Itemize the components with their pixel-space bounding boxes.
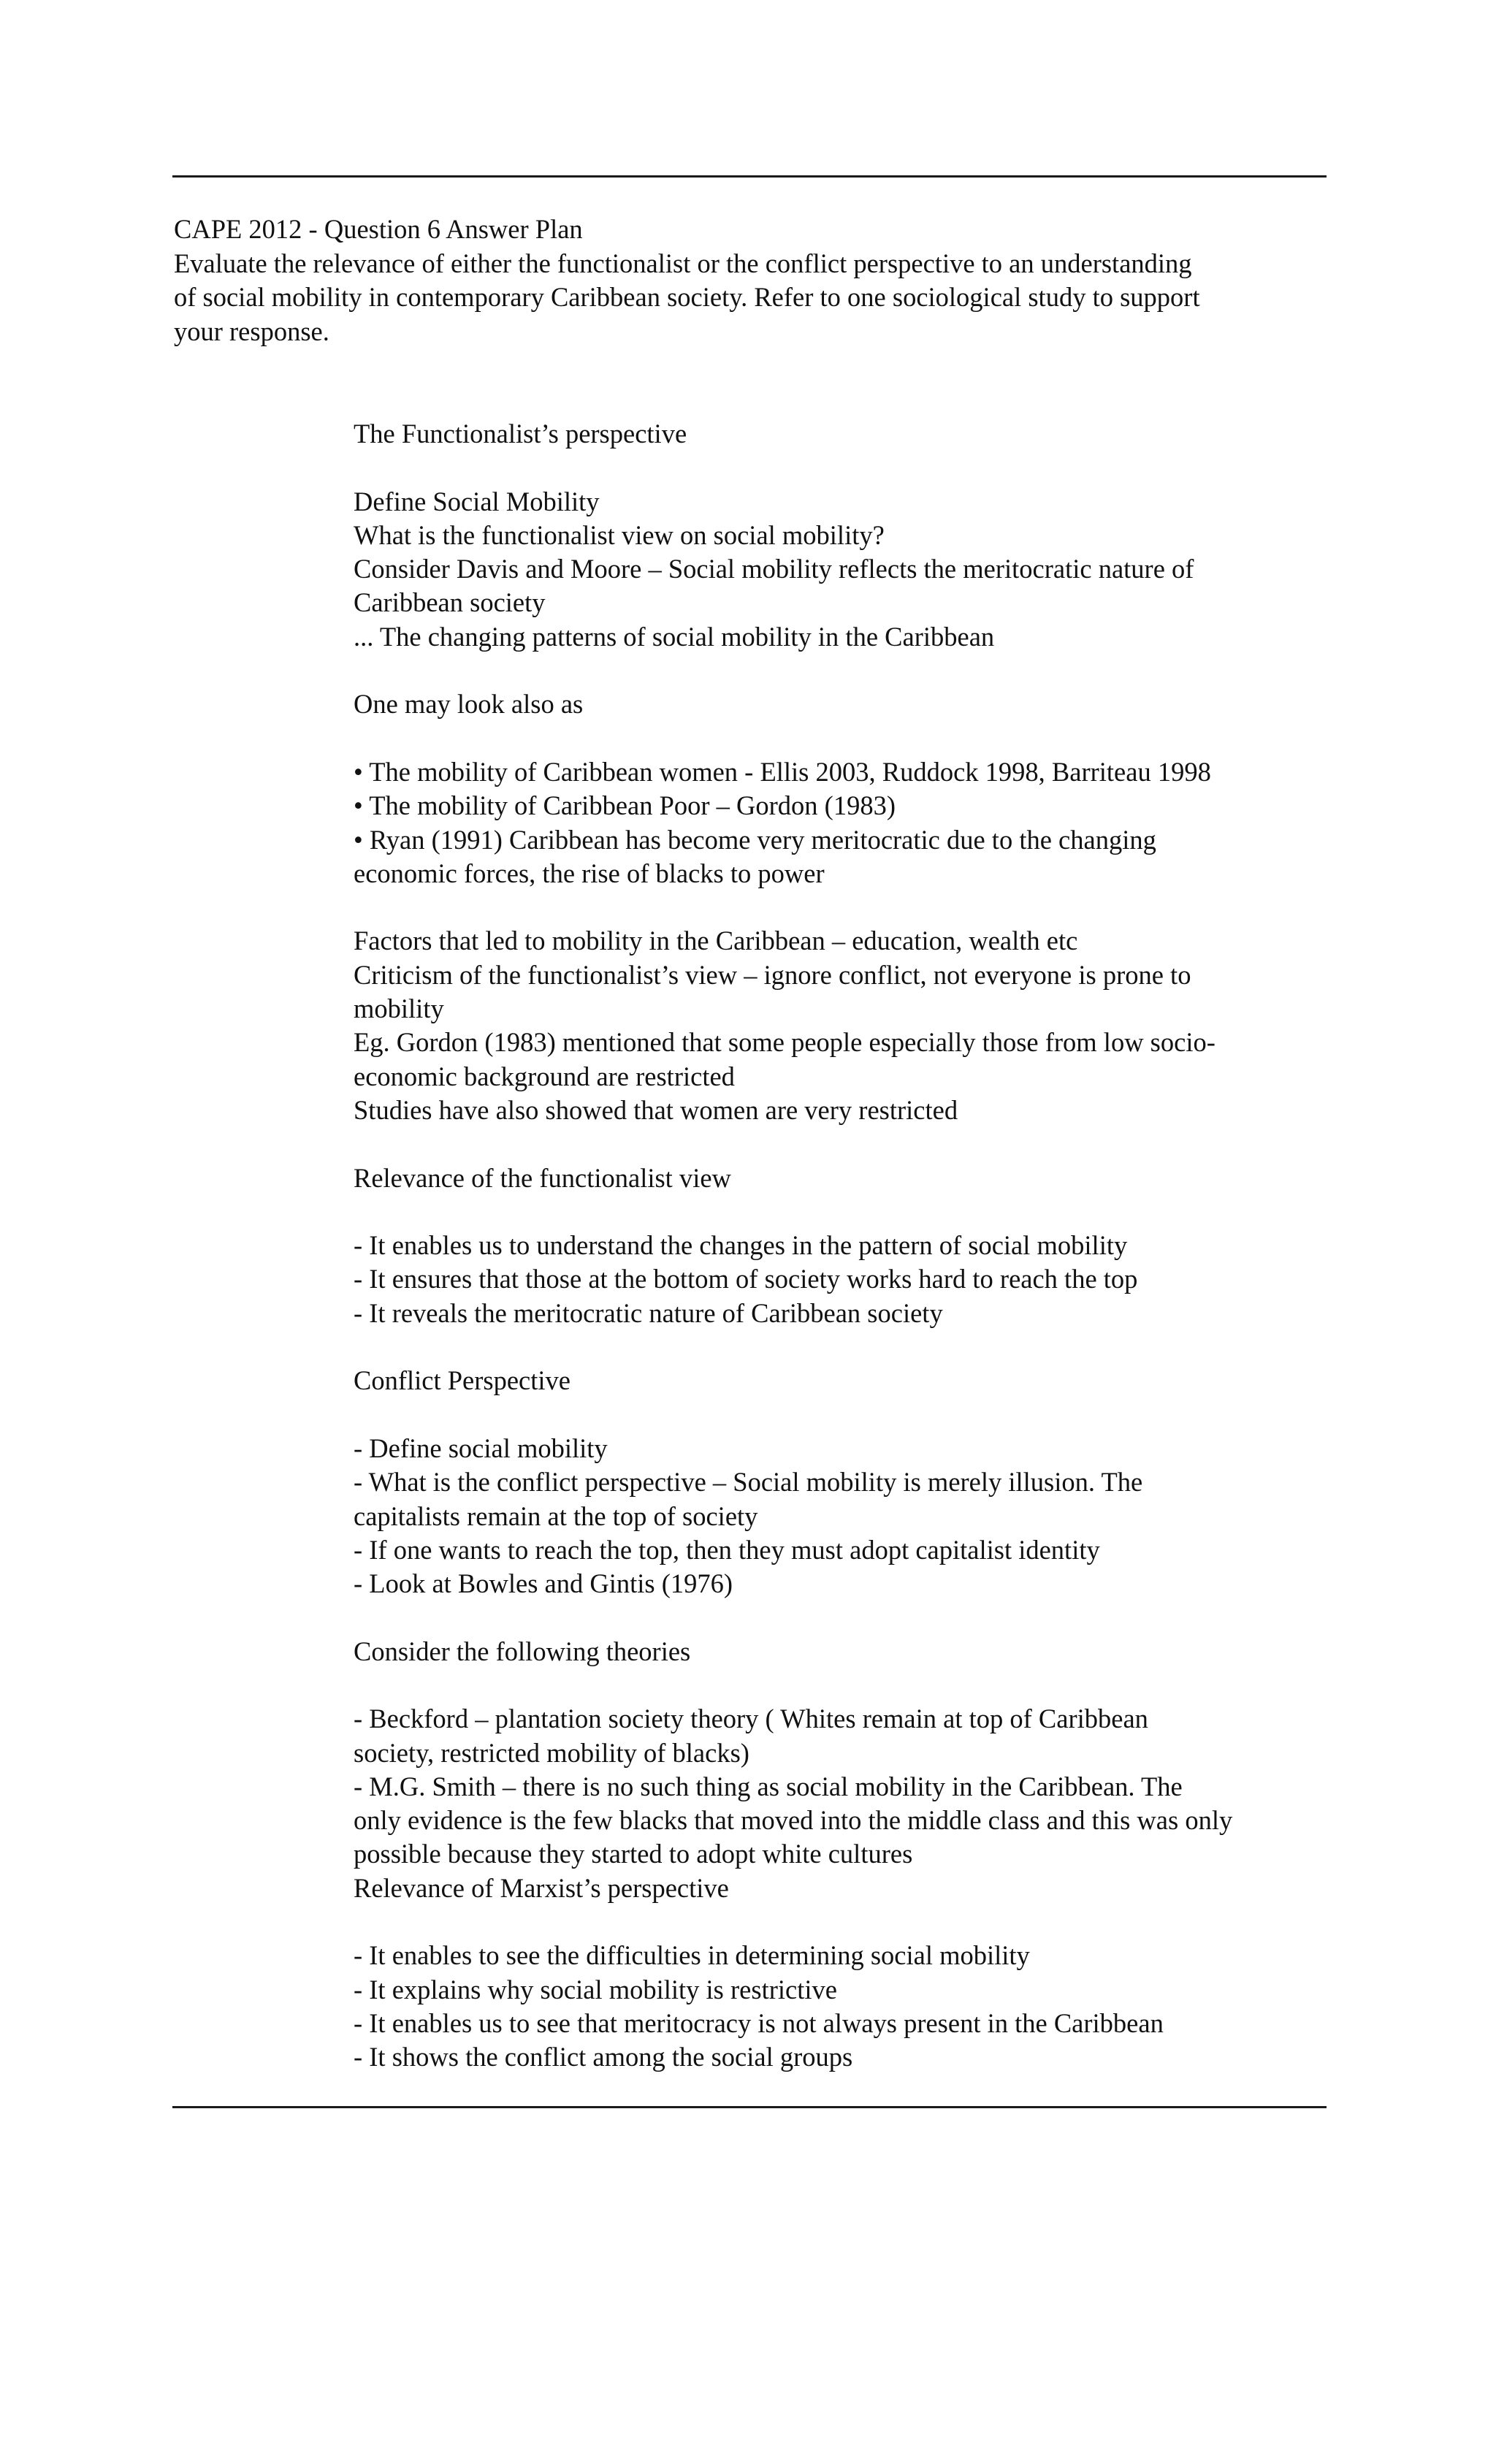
answer-plan-body xyxy=(354,417,1332,2075)
dash-item: - M.G. Smith – there is no such thing as social mobility in the Caribbean. The xyxy=(354,1771,1183,1801)
body-line: society, restricted mobility of blacks) xyxy=(354,1737,749,1768)
body-line: What is the functionalist view on social mobility? xyxy=(354,519,885,550)
dash-item: - Look at Bowles and Gintis (1976) xyxy=(354,1568,733,1599)
body-line: ... The changing patterns of social mobility in the Caribbean xyxy=(354,621,995,652)
body-line: Define Social Mobility xyxy=(354,486,600,516)
bullet-item: • The mobility of Caribbean women - Ellis 2003, Ruddock 1998, Barriteau 1998 xyxy=(354,756,1211,787)
bullet-item: • Ryan (1991) Caribbean has become very meritocratic due to the changing xyxy=(354,824,1156,855)
section-heading-relevance-marxist: Relevance of Marxist’s perspective xyxy=(354,1872,729,1903)
body-line: economic forces, the rise of blacks to power xyxy=(354,858,825,888)
question-header xyxy=(174,213,1328,348)
section-heading-conflict: Conflict Perspective xyxy=(354,1365,570,1396)
question-text-line: of social mobility in contemporary Caribbean society. Refer to one sociological study to support xyxy=(174,282,1200,312)
body-line: One may look also as xyxy=(354,689,584,720)
document-title: CAPE 2012 - Question 6 Answer Plan xyxy=(174,214,583,244)
section-heading-relevance-functionalist: Relevance of the functionalist view xyxy=(354,1162,731,1193)
dash-item: - It enables to see the difficulties in determining social mobility xyxy=(354,1940,1030,1971)
body-line: possible because they started to adopt white cultures xyxy=(354,1839,913,1869)
dash-item: - It ensures that those at the bottom of society works hard to reach the top xyxy=(354,1264,1138,1294)
dash-item: - Define social mobility xyxy=(354,1433,608,1463)
dash-item: - It enables us to understand the changes in the pattern of social mobility xyxy=(354,1230,1128,1261)
body-line: Criticism of the functionalist’s view – ignore conflict, not everyone is prone to xyxy=(354,959,1191,990)
question-text-line: Evaluate the relevance of either the functionalist or the conflict perspective to an understanding xyxy=(174,248,1192,278)
body-line: Factors that led to mobility in the Caribbean – education, wealth etc xyxy=(354,926,1078,956)
top-divider xyxy=(172,175,1327,178)
body-line: Studies have also showed that women are very restricted xyxy=(354,1094,958,1125)
body-line: Eg. Gordon (1983) mentioned that some people especially those from low socio- xyxy=(354,1027,1216,1058)
bottom-divider xyxy=(172,2106,1327,2108)
section-heading-theories: Consider the following theories xyxy=(354,1636,691,1666)
dash-item: - It enables us to see that meritocracy is not always present in the Caribbean xyxy=(354,2007,1164,2038)
dash-item: - It explains why social mobility is restrictive xyxy=(354,1974,837,2005)
section-heading-functionalist: The Functionalist’s perspective xyxy=(354,419,687,449)
dash-item: - If one wants to reach the top, then they must adopt capitalist identity xyxy=(354,1534,1100,1565)
question-text-line: your response. xyxy=(174,316,329,346)
body-line: only evidence is the few blacks that moved into the middle class and this was only xyxy=(354,1805,1233,1836)
body-line: mobility xyxy=(354,993,444,1024)
dash-item: - Beckford – plantation society theory ( Whites remain at top of Caribbean xyxy=(354,1704,1148,1734)
body-line: capitalists remain at the top of society xyxy=(354,1500,758,1531)
bullet-item: • The mobility of Caribbean Poor – Gordon (1983) xyxy=(354,790,896,821)
dash-item: - It reveals the meritocratic nature of Caribbean society xyxy=(354,1297,943,1328)
dash-item: - What is the conflict perspective – Social mobility is merely illusion. The xyxy=(354,1467,1143,1498)
body-line: Caribbean society xyxy=(354,587,546,618)
body-line: economic background are restricted xyxy=(354,1061,735,1091)
body-line: Consider Davis and Moore – Social mobility reflects the meritocratic nature of xyxy=(354,554,1194,584)
dash-item: - It shows the conflict among the social groups xyxy=(354,2042,853,2072)
